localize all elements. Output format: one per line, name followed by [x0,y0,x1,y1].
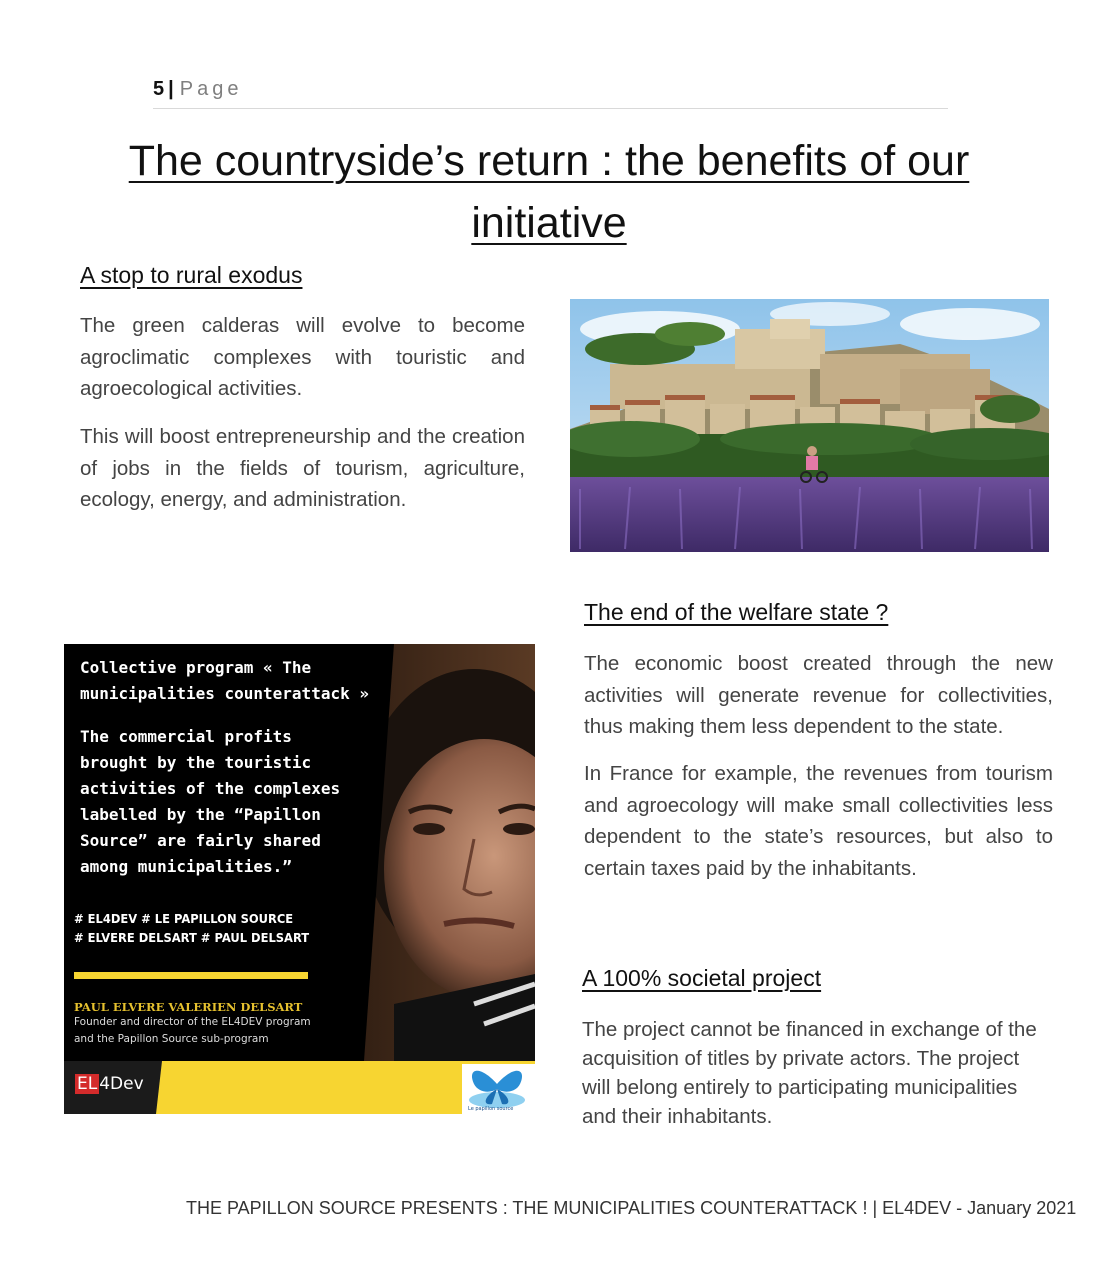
section-heading-societal-project: A 100% societal project [582,965,822,991]
page-separator: | [168,78,174,100]
el4dev-logo-el: EL [77,1074,98,1094]
poster-program-line-2: municipalities counterattack » [80,684,369,703]
butterfly-logo-caption: Le papillon source [468,1106,514,1112]
poster-quote-line: The commercial profits [80,727,292,746]
section1-paragraph-1: The green calderas will evolve to become agroclimatic complexes with touristic and agroecological activities. [80,314,525,400]
poster-quote-line: among municipalities.” [80,857,292,876]
poster-quote-line: Source” are fairly shared [80,831,321,850]
poster-hashtags-line-2: # ELVERE DELSART # PAUL DELSART [74,930,310,945]
poster-program-line-1: Collective program « The [80,658,312,677]
poster-role-line-1: Founder and director of the EL4DEV program [74,1016,311,1028]
section2-paragraph-2: In France for example, the revenues from tourism and agroecology will make small collectivities less dependent to the state’s resources, but also to certain taxes paid by the inhabitants. [584,762,1053,880]
poster-quote-line: brought by the touristic [80,753,312,772]
village-lavender-photo [570,299,1049,552]
page-number: 5 [153,78,165,100]
el4dev-logo [75,1074,144,1094]
poster-quote-line: activities of the complexes [80,779,341,798]
poster-program-title [80,655,369,707]
poster-role-line-2: and the Papillon Source sub-program [74,1033,269,1045]
poster-quote-line: labelled by the “Papillon [80,805,321,824]
section-heading-rural-exodus: A stop to rural exodus [80,262,303,288]
poster-person-role [74,1014,311,1048]
section2-paragraph-1: The economic boost created through the new activities will generate revenue for collectivities, thus making them less dependent to the state. [584,652,1053,738]
page-word: Page [179,78,243,100]
el4dev-logo-rest: 4Dev [99,1074,144,1094]
program-poster [64,644,535,1114]
page-header [153,78,948,109]
section-heading-welfare-state: The end of the welfare state ? [584,599,889,625]
page-footer: THE PAPILLON SOURCE PRESENTS : THE MUNICIPALITIES COUNTERATTACK ! | EL4DEV - January 2021 [186,1198,1077,1218]
page-title: The countryside’s return : the benefits of our initiative [128,137,970,247]
poster-hashtags-line-1: # EL4DEV # LE PAPILLON SOURCE [74,911,294,926]
poster-person-name: PAUL ELVERE VALERIEN DELSART [74,1000,303,1014]
poster-quote [80,724,340,880]
section3-paragraph: The project cannot be financed in exchange of the acquisition of titles by private actors. The project will belong entirely to participating municipalities and their inhabitants. [582,1018,1037,1128]
poster-hashtags [74,909,309,947]
section1-paragraph-2: This will boost entrepreneurship and the creation of jobs in the fields of tourism, agriculture, ecology, energy, and administration. [80,425,525,511]
